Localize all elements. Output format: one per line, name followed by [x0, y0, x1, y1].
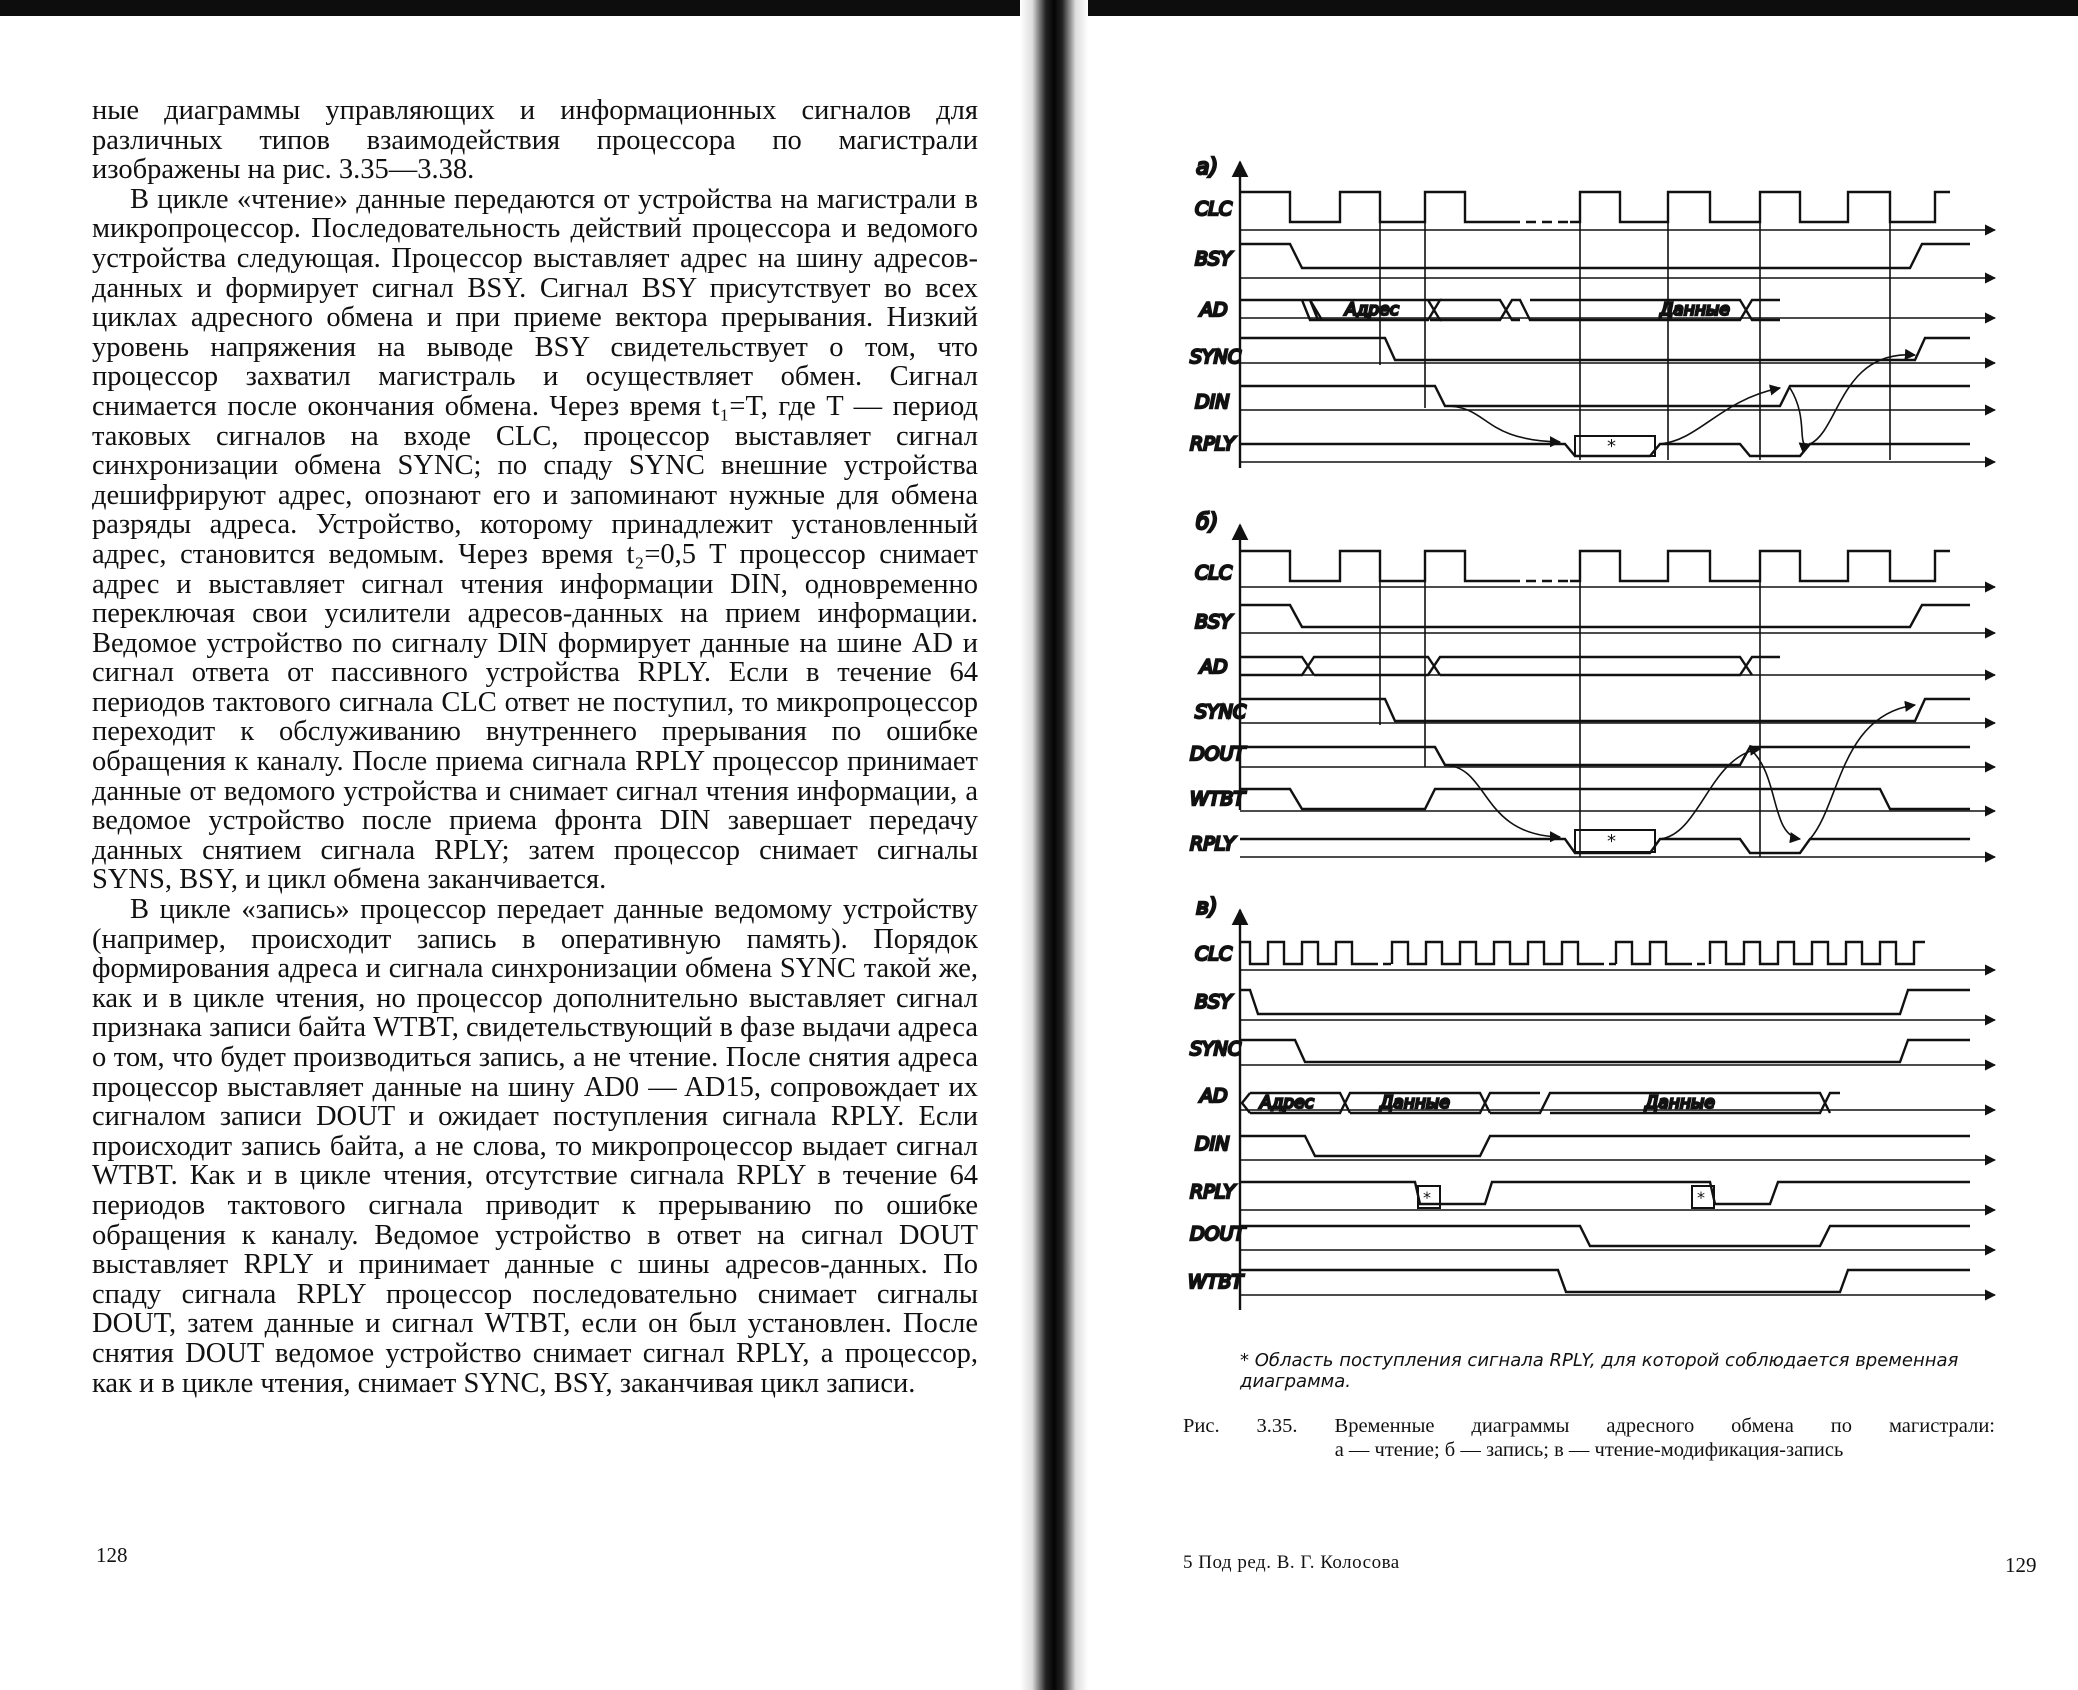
- caption-line-2: а — чтение; б — запись; в — чтение-модификация-запись: [1334, 1439, 1844, 1461]
- bsy-waveform-b: [1240, 605, 1970, 627]
- label-ad-c: AD: [1200, 1085, 1228, 1107]
- label-sync-b: SYNC: [1195, 701, 1247, 723]
- wtbt-waveform-b: [1240, 789, 1970, 809]
- footer-note: 5 Под ред. В. Г. Колосова: [1183, 1552, 1400, 1573]
- label-ad-a: AD: [1200, 299, 1228, 321]
- paragraph-write-cycle: В цикле «запись» процессор передает данные ведомому устройству (например, происходит запись в оперативную память). Порядок формирования адреса и сигнала синхронизации обмена SYNC такой же, как и в цикле чтения, но процессор дополнительно выставляет сигнал признака записи байта WTBT, свидетельствующий в фазе выдачи адреса о том, что будет производиться запись, а не чтение. После снятия адреса процессор выставляет данные на шину AD0 — AD15, сопровождает их сигналом записи DOUT и ожидает поступления сигнала RPLY. Если происходит запись байта, а не слова, то микропроцессор выдает сигнал WTBT. Как и в цикле чтения, отсутствие сигнала RPLY в течение 64 периодов тактового сигнала приводит к прерыванию по ошибке обращения к каналу. Ведомое устройство в ответ на сигнал DOUT выставляет RPLY и принимает данные с шины адресов-данных. По спаду сигнала RPLY процессор последовательно снимает сигналы DOUT, затем данные и сигнал WTBT, если он был установлен. После снятия DOUT ведомое устройство снимает сигнал RPLY, а процессор, как и в цикле чтения, снимает SYNC, BSY, заканчивая цикл записи.: [92, 894, 979, 1399]
- left-page-number: 128: [96, 1543, 128, 1567]
- marker-a: *: [1607, 436, 1616, 457]
- label-wtbt-b: WTBT: [1190, 788, 1246, 810]
- marker-c-1: *: [1423, 1188, 1431, 1207]
- label-sync-a: SYNC: [1190, 346, 1242, 368]
- dout-waveform-c: [1240, 1226, 1970, 1246]
- left-page-text: [92, 96, 978, 1398]
- panel-a-reference-verticals: [1380, 200, 1890, 460]
- label-sync-c: SYNC: [1190, 1038, 1242, 1060]
- label-clc-b: CLC: [1195, 562, 1233, 584]
- paragraph-read-cycle: В цикле «чтение» данные передаются от устройства на магистрали в микропроцессор. Последовательность действий процессора и ведомого устройства следующая. Процессор выставляет адрес на шину адресов-данных и формирует сигнал BSY. Сигнал BSY присутствует во всех циклах адресного обмена и при приеме вектора прерывания. Низкий уровень напряжения на выводе BSY свидетельствует о том, что процессор захватил магистраль и осуществляет обмен. Сигнал снимается после окончания обмена. Через время t₁=T, где T — период таковых сигналов на входе CLC, процессор выставляет сигнал синхронизации обмена SYNC; по спаду SYNC внешние устройства дешифрируют адрес, опознают его и запоминают нужные для обмена разряды адреса. Устройство, которому принадлежит установленный адрес, становится ведомым. Через время t₂=0,5 T процессор снимает адрес и выставляет сигнал чтения информации DIN, одновременно переключая свои усилители адресов-данных на прием информации. Ведомое устройство по сигналу DIN формирует данные на шине AD и сигнал ответа от пассивного устройства RPLY. Если в течение 64 периодов тактового сигнала CLC ответ не поступил, то микропроцессор переходит к обслуживанию внутреннего прерывания по ошибке обращения к каналу. После приема сигнала RPLY процессор принимает данные от ведомого устройства и снимает сигнал чтения информации, а ведомое устройство после приема фронта DIN завершает передачу данных снятием сигнала RPLY; затем процессор снимает сигналы SYNS, BSY, и цикл обмена заканчивается.: [92, 183, 978, 896]
- sync-waveform-b: [1240, 699, 1970, 721]
- label-rply-c: RPLY: [1190, 1181, 1236, 1203]
- din-waveform-a: [1240, 386, 1970, 406]
- label-din-c: DIN: [1195, 1133, 1230, 1155]
- label-ad-b: AD: [1200, 656, 1228, 678]
- marker-b: *: [1607, 831, 1616, 852]
- timing-figure: [1180, 150, 2000, 1340]
- right-page-number: 129: [2005, 1553, 2037, 1577]
- band-data-a: Данные: [1660, 300, 1730, 320]
- bsy-waveform-a: [1240, 244, 1970, 268]
- figure-caption: [1183, 1414, 1995, 1462]
- label-rply-a: RPLY: [1190, 433, 1236, 455]
- label-clc-a: CLC: [1195, 198, 1233, 220]
- ad-waveform-b: [1240, 657, 1780, 675]
- caption-line-1: Рис. 3.35. Временные диаграммы адресного обмена по магистрали:: [1183, 1415, 1995, 1437]
- wtbt-waveform-c: [1240, 1270, 1970, 1292]
- dout-waveform-b: [1240, 747, 1970, 765]
- rply-waveform-a: [1240, 444, 1970, 456]
- label-bsy-a: BSY: [1195, 248, 1232, 270]
- label-dout-b: DOUT: [1190, 743, 1246, 765]
- band-address-a: Адрес: [1345, 300, 1399, 320]
- bsy-waveform-c: [1240, 990, 1970, 1014]
- label-bsy-b: BSY: [1195, 611, 1232, 633]
- sync-waveform-c: [1240, 1040, 1970, 1062]
- panel-a: [1190, 155, 1995, 468]
- band-address-c: Адрес: [1260, 1093, 1314, 1113]
- label-clc-c: CLC: [1195, 943, 1233, 965]
- din-waveform-c: [1240, 1136, 1970, 1156]
- sync-waveform-a: [1240, 338, 1970, 360]
- panel-b-label: б): [1196, 510, 1219, 535]
- band-data-c-2: Данные: [1645, 1093, 1715, 1113]
- marker-c-2: *: [1697, 1188, 1705, 1207]
- panel-b: [1190, 510, 1995, 857]
- label-din-a: DIN: [1195, 391, 1230, 413]
- band-data-c-1: Данные: [1380, 1093, 1450, 1113]
- clc-waveform-b: [1240, 551, 1510, 581]
- rply-waveform-b: [1240, 839, 1970, 853]
- paragraph-intro: ные диаграммы управляющих и информационных сигналов для различных типов взаимодействия процессора по магистрали изображены на рис. 3.35—3.38.: [92, 95, 978, 186]
- ad-waveform-a: [1240, 300, 1440, 320]
- clc-waveform-c: [1240, 942, 1370, 964]
- figure-footnote: * Область поступления сигнала RPLY, для которой соблюдается временная диаграмма.: [1240, 1350, 1959, 1392]
- panel-c-label: в): [1196, 895, 1218, 920]
- panel-c: [1188, 895, 1995, 1310]
- label-wtbt-c: WTBT: [1188, 1271, 1244, 1293]
- panel-a-baselines: [1240, 230, 1995, 462]
- clc-waveform-a: [1240, 192, 1510, 222]
- label-dout-c: DOUT: [1190, 1223, 1246, 1245]
- book-spine: [1020, 0, 1088, 1690]
- label-bsy-c: BSY: [1195, 991, 1232, 1013]
- rply-waveform-c: [1240, 1182, 1970, 1204]
- panel-a-label: а): [1196, 155, 1219, 180]
- label-rply-b: RPLY: [1190, 833, 1236, 855]
